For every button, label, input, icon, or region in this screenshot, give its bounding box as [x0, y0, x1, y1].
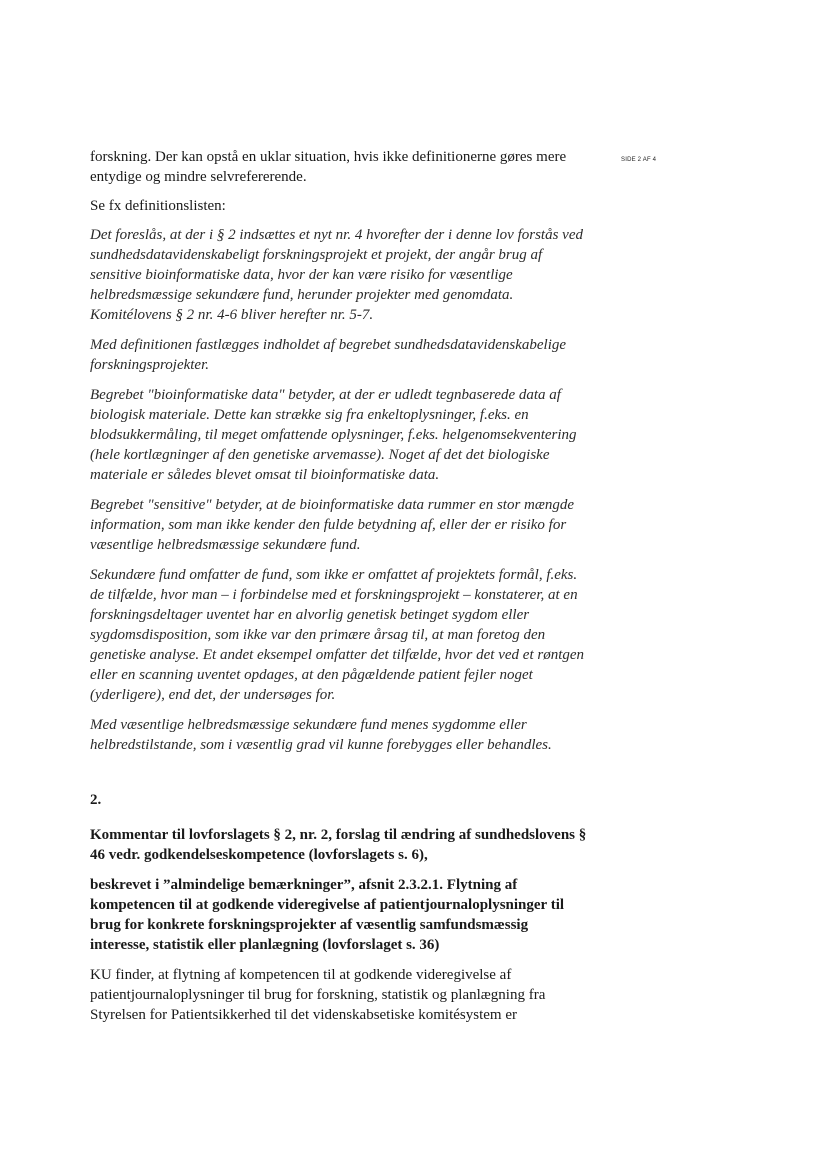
section-number: 2. [90, 792, 102, 808]
quote-paragraph-6: Med væsentlige helbredsmæssige sekundære fund menes sygdomme eller helbredstilstande, som i væsentlig grad vil kunne forebygges eller behandles. [90, 717, 552, 753]
quote-paragraph-1: Det foreslås, at der i § 2 indsættes et nyt nr. 4 hvorefter der i denne lov forstås ved sundhedsdatavidenskabeligt forskningsprojekt et projekt, der angår brug af sensitive bioinformatiske data, hvor der kan være risiko for væsentlige helbredsmæssige sekundære fund, herunder projekter med genomdata. Komitélovens § 2 nr. 4-6 bliver herefter nr. 5-7. [90, 227, 583, 323]
quote-paragraph-3: Begrebet "bioinformatiske data" betyder, at der er udledt tegnbaserede data af biologisk materiale. Dette kan strække sig fra enkeltoplysninger, f.eks. en blodsukkermåling, til meget omfattende oplysninger, f.eks. helgenomsekventering (hele kortlægninger af den genetiske arvemasse). Noget af det det biologiske materiale er således blevet omsat til bioinformatiske data. [90, 387, 577, 483]
quote-paragraph-2: Med definitionen fastlægges indholdet af begrebet sundhedsdatavidenskabelige forskningsprojekter. [90, 337, 567, 373]
quote-paragraph-5: Sekundære fund omfatter de fund, som ikke er omfattet af projektets formål, f.eks. de tilfælde, hvor man – i forbindelse med et forskningsprojekt – konstaterer, at en forskningsdeltager uventet har en alvorlig genetisk betinget sygdom eller sygdomsdisposition, som ikke var den primære årsag til, at man foretog den genetiske analyse. Et andet eksempel omfatter det tilfælde, hvor det ved et røntgen eller en scanning uventet opdages, at den pågældende patient fejler noget (yderligere), end det, der undersøges for. [90, 567, 585, 703]
page-number-label: SIDE 2 AF 4 [621, 157, 657, 163]
section-heading-2: beskrevet i ”almindelige bemærkninger”, afsnit 2.3.2.1. Flytning af kompetencen til at godkende videregivelse af patientjournaloplysninger til brug for konkrete forskningsprojekter af væsentlig samfundsmæssig interesse, statistik eller planlægning (lovforslaget s. 36) [90, 877, 565, 953]
definition-list-lead: Se fx definitionslisten: [90, 198, 226, 214]
intro-paragraph: forskning. Der kan opstå en uklar situation, hvis ikke definitionerne gøres mere entydige og mindre selvrefererende. [90, 149, 567, 185]
body-paragraph: KU finder, at flytning af kompetencen til at godkende videregivelse af patientjournaloplysninger til brug for forskning, statistik og planlægning fra Styrelsen for Patientsikkerhed til det videnskabsetiske komitésystem er [90, 967, 546, 1023]
document-body [90, 147, 590, 1025]
quote-paragraph-4: Begrebet "sensitive" betyder, at de bioinformatiske data rummer en stor mængde information, som man ikke kender den fulde betydning af, eller der er risiko for væsentlige helbredsmæssige sekundære fund. [90, 497, 575, 553]
section-heading-1: Kommentar til lovforslagets § 2, nr. 2, forslag til ændring af sundhedslovens § 46 vedr. godkendelseskompetence (lovforslagets s. 6), [90, 827, 587, 863]
